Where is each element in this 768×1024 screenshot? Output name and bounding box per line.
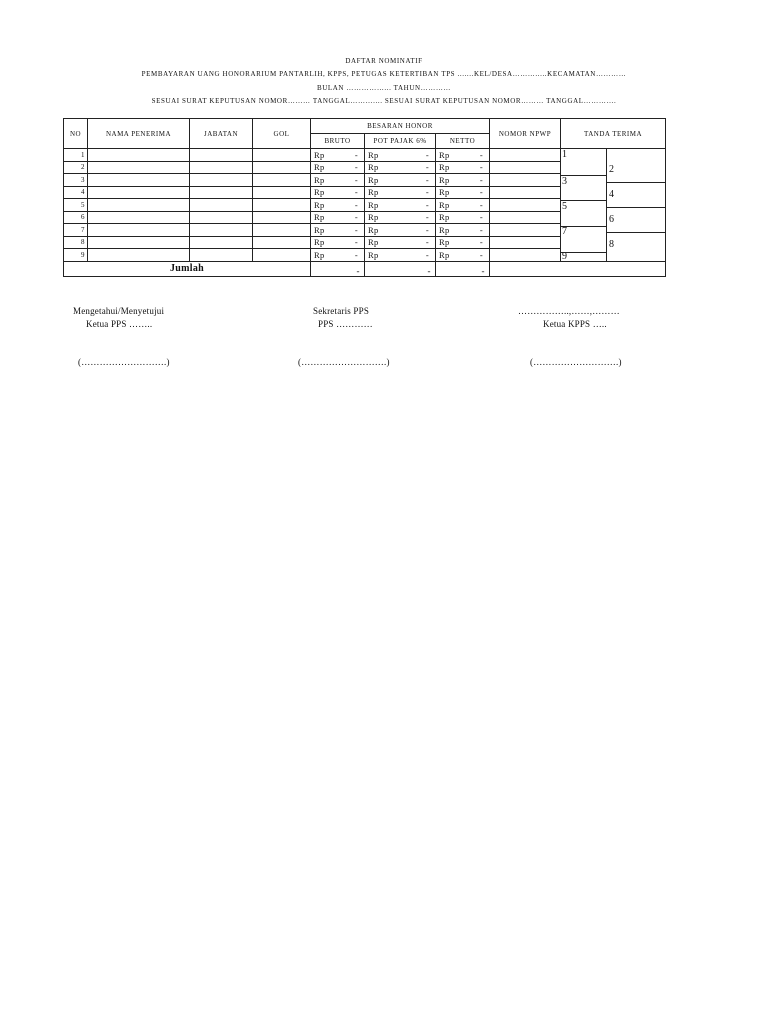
signature-mid-title: PPS ………… [318, 319, 373, 329]
cell-bruto[interactable] [311, 199, 365, 212]
tanda-terima-number: 4 [609, 188, 615, 200]
cell-pph[interactable] [365, 224, 436, 237]
tanda-terima-slot-line [561, 200, 606, 201]
cell-npwp[interactable] [490, 199, 561, 212]
currency-label: Rp [368, 249, 379, 260]
currency-label: Rp [439, 149, 450, 160]
cell-bruto[interactable] [311, 149, 365, 162]
cell-gol[interactable] [253, 186, 311, 199]
signature-mid-role: Sekretaris PPS [313, 306, 370, 316]
amount-value: - [354, 249, 358, 260]
signature-right-date: ……………..,……,……… [518, 306, 620, 316]
row-number: 1 [64, 149, 88, 162]
signature-left-role: Mengetahui/Menyetujui [73, 306, 165, 316]
tanda-terima-slot-line [561, 175, 606, 176]
amount-value: - [354, 174, 358, 185]
currency-label: Rp [314, 249, 325, 260]
currency-label: Rp [368, 149, 379, 160]
cell-bruto[interactable] [311, 236, 365, 249]
cell-netto[interactable] [436, 186, 490, 199]
col-header-npwp: NOMOR NPWP [490, 119, 561, 149]
cell-nama-penerima[interactable] [88, 211, 190, 224]
cell-jabatan[interactable] [190, 224, 253, 237]
amount-value: - [354, 149, 358, 160]
header-line-payment: PEMBAYARAN UANG HONORARIUM PANTARLIH, KPPS, PETUGAS KETERTIBAN TPS .......KEL/DESA……….....KECAMATAN………… [141, 70, 627, 78]
cell-pph[interactable] [365, 161, 436, 174]
currency-label: Rp [368, 199, 379, 210]
amount-value: - [425, 162, 429, 173]
total-pph: - [365, 261, 436, 276]
amount-value: - [354, 212, 358, 223]
cell-bruto[interactable] [311, 211, 365, 224]
amount-value: - [425, 149, 429, 160]
amount-value: - [479, 212, 484, 223]
amount-value: - [425, 212, 429, 223]
col-header-bruto: BRUTO [311, 134, 365, 149]
currency-label: Rp [368, 212, 379, 223]
cell-gol[interactable] [253, 236, 311, 249]
amount-value: - [479, 237, 484, 248]
currency-label: Rp [314, 212, 325, 223]
cell-pph[interactable] [365, 211, 436, 224]
cell-netto[interactable] [436, 174, 490, 187]
currency-label: Rp [314, 149, 325, 160]
cell-jabatan[interactable] [190, 249, 253, 262]
tanda-terima-number: 8 [609, 238, 615, 250]
nominative-table [63, 118, 666, 277]
cell-netto[interactable] [436, 236, 490, 249]
amount-value: - [479, 199, 484, 210]
amount-value: - [425, 174, 429, 185]
col-header-nama: NAMA PENERIMA [88, 119, 190, 149]
tanda-terima-number: 9 [562, 251, 568, 261]
amount-value: - [425, 224, 429, 235]
cell-npwp[interactable] [490, 186, 561, 199]
currency-label: Rp [368, 162, 379, 173]
tanda-terima-slot-line [606, 232, 665, 233]
row-number: 7 [64, 224, 88, 237]
amount-value: - [479, 224, 484, 235]
cell-npwp[interactable] [490, 224, 561, 237]
cell-jabatan[interactable] [190, 211, 253, 224]
amount-value: - [425, 237, 429, 248]
currency-label: Rp [439, 174, 450, 185]
cell-nama-penerima[interactable] [88, 199, 190, 212]
tanda-terima-slot-line [606, 182, 665, 183]
currency-label: Rp [368, 187, 379, 198]
cell-pph[interactable] [365, 249, 436, 262]
cell-pph[interactable] [365, 149, 436, 162]
cell-bruto[interactable] [311, 161, 365, 174]
cell-netto[interactable] [436, 199, 490, 212]
currency-label: Rp [314, 199, 325, 210]
amount-value: - [425, 249, 429, 260]
cell-npwp[interactable] [490, 149, 561, 162]
row-number: 8 [64, 236, 88, 249]
currency-label: Rp [439, 237, 450, 248]
cell-bruto[interactable] [311, 249, 365, 262]
row-number: 6 [64, 211, 88, 224]
header-line-period: BULAN ……………... TAHUN………… [316, 84, 452, 92]
signature-right-name: (……………………….) [530, 357, 622, 367]
cell-gol[interactable] [253, 211, 311, 224]
currency-label: Rp [439, 162, 450, 173]
currency-label: Rp [439, 212, 450, 223]
currency-label: Rp [368, 237, 379, 248]
cell-gol[interactable] [253, 199, 311, 212]
cell-npwp[interactable] [490, 174, 561, 187]
total-row [64, 261, 666, 276]
amount-value: - [479, 187, 484, 198]
col-header-jabatan: JABATAN [190, 119, 253, 149]
row-number: 4 [64, 186, 88, 199]
total-empty [490, 261, 666, 276]
currency-label: Rp [314, 224, 325, 235]
cell-gol[interactable] [253, 161, 311, 174]
signature-mid-name: (……………………….) [298, 357, 390, 367]
row-number: 5 [64, 199, 88, 212]
currency-label: Rp [368, 174, 379, 185]
cell-gol[interactable] [253, 149, 311, 162]
cell-jabatan[interactable] [190, 161, 253, 174]
signature-left-title: Ketua PPS …….. [86, 319, 153, 329]
tanda-terima-number: 6 [609, 213, 615, 225]
tanda-terima-slot-line [561, 252, 606, 253]
amount-value: - [354, 237, 358, 248]
currency-label: Rp [314, 187, 325, 198]
amount-value: - [479, 174, 484, 185]
cell-gol[interactable] [253, 174, 311, 187]
amount-value: - [479, 249, 484, 260]
cell-jabatan[interactable] [190, 199, 253, 212]
col-header-gol: GOL [253, 119, 311, 149]
cell-npwp[interactable] [490, 236, 561, 249]
currency-label: Rp [439, 249, 450, 260]
tanda-terima-number: 5 [562, 201, 568, 212]
cell-pph[interactable] [365, 199, 436, 212]
amount-value: - [354, 162, 358, 173]
tanda-terima-number: 2 [609, 163, 615, 175]
currency-label: Rp [439, 199, 450, 210]
amount-value: - [425, 187, 429, 198]
signature-right-title: Ketua KPPS ….. [543, 319, 607, 329]
cell-bruto[interactable] [311, 186, 365, 199]
cell-nama-penerima[interactable] [88, 149, 190, 162]
row-number: 3 [64, 174, 88, 187]
cell-netto[interactable] [436, 161, 490, 174]
cell-bruto[interactable] [311, 224, 365, 237]
cell-pph[interactable] [365, 236, 436, 249]
col-header-besaran-honor: BESARAN HONOR [311, 119, 490, 134]
table-row [64, 149, 666, 162]
cell-bruto[interactable] [311, 174, 365, 187]
col-header-tanda-terima: TANDA TERIMA [561, 119, 666, 149]
cell-netto[interactable] [436, 249, 490, 262]
col-header-no: NO [64, 119, 88, 149]
cell-netto[interactable] [436, 211, 490, 224]
cell-nama-penerima[interactable] [88, 236, 190, 249]
cell-pph[interactable] [365, 186, 436, 199]
cell-netto[interactable] [436, 224, 490, 237]
currency-label: Rp [439, 187, 450, 198]
tanda-terima-divider [606, 149, 607, 261]
col-header-pph: POT PAJAK 6% [365, 134, 436, 149]
tanda-terima-slot-line [561, 226, 606, 227]
tanda-terima-number: 1 [562, 149, 568, 160]
cell-jabatan[interactable] [190, 236, 253, 249]
amount-value: - [425, 199, 429, 210]
signature-left-name: (……………………….) [78, 357, 170, 367]
amount-value: - [479, 162, 484, 173]
tanda-terima-number: 3 [562, 176, 568, 187]
header-line-decree: SESUAI SURAT KEPUTUSAN NOMOR……… TANGGAL……….... SESUAI SURAT KEPUTUSAN NOMOR……… TANGGAL…………. [151, 97, 617, 105]
document-title: DAFTAR NOMINATIF [345, 57, 423, 65]
currency-label: Rp [314, 162, 325, 173]
cell-tanda-terima[interactable] [561, 149, 666, 262]
row-number: 2 [64, 161, 88, 174]
currency-label: Rp [314, 174, 325, 185]
tanda-terima-slot-line [606, 207, 665, 208]
cell-nama-penerima[interactable] [88, 224, 190, 237]
total-label: Jumlah [64, 261, 311, 276]
total-netto: - [436, 261, 490, 276]
amount-value: - [479, 149, 484, 160]
cell-pph[interactable] [365, 174, 436, 187]
cell-nama-penerima[interactable] [88, 249, 190, 262]
cell-nama-penerima[interactable] [88, 186, 190, 199]
amount-value: - [354, 187, 358, 198]
amount-value: - [354, 199, 358, 210]
cell-npwp[interactable] [490, 161, 561, 174]
cell-npwp[interactable] [490, 211, 561, 224]
cell-gol[interactable] [253, 249, 311, 262]
cell-nama-penerima[interactable] [88, 174, 190, 187]
col-header-netto: NETTO [436, 134, 490, 149]
cell-jabatan[interactable] [190, 174, 253, 187]
cell-nama-penerima[interactable] [88, 161, 190, 174]
currency-label: Rp [314, 237, 325, 248]
currency-label: Rp [368, 224, 379, 235]
cell-npwp[interactable] [490, 249, 561, 262]
currency-label: Rp [439, 224, 450, 235]
row-number: 9 [64, 249, 88, 262]
cell-jabatan[interactable] [190, 149, 253, 162]
total-bruto: - [311, 261, 365, 276]
tanda-terima-number: 7 [562, 226, 568, 237]
amount-value: - [354, 224, 358, 235]
cell-gol[interactable] [253, 224, 311, 237]
cell-jabatan[interactable] [190, 186, 253, 199]
cell-netto[interactable] [436, 149, 490, 162]
